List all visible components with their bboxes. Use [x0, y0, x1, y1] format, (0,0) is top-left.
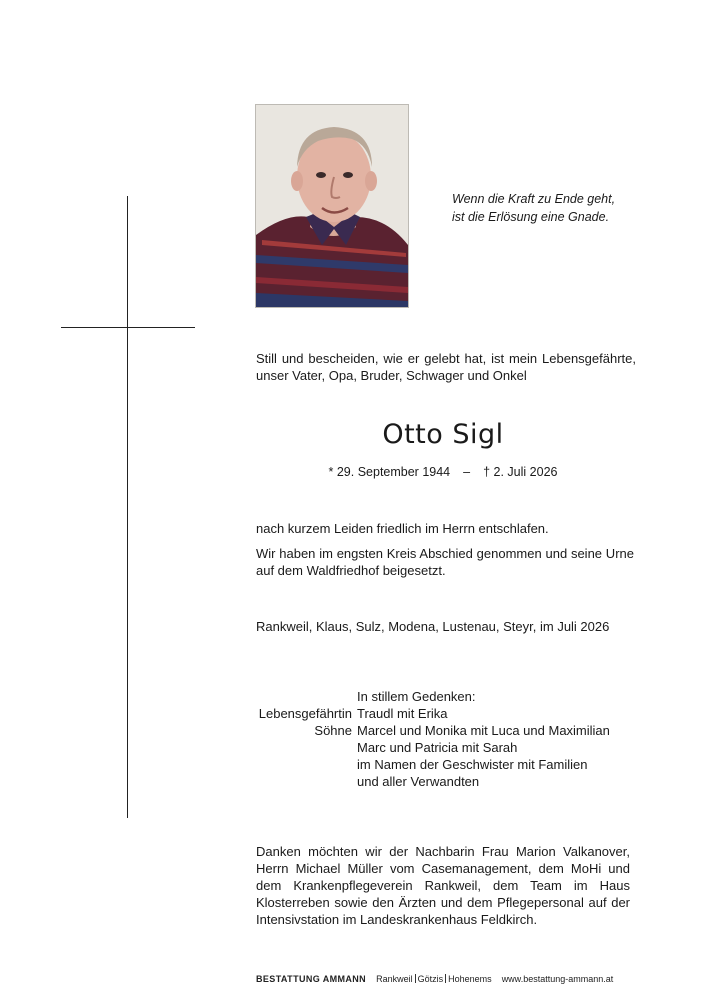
places-date-line: Rankweil, Klaus, Sulz, Modena, Lustenau, Steyr, im Juli 2026 [256, 619, 610, 634]
footer-website: www.bestattung-ammann.at [501, 974, 614, 984]
footer-location-3: Hohenems [448, 974, 492, 984]
mourner-relation: Söhne [314, 723, 352, 738]
mourners-list [256, 705, 610, 790]
passing-text: nach kurzem Leiden friedlich im Herrn entschlafen. [256, 521, 549, 536]
life-dates [256, 465, 630, 479]
cross-horizontal-line [61, 327, 195, 328]
footer-location-2: Götzis [417, 974, 444, 984]
mourner-relation: Lebensgefährtin [258, 706, 352, 721]
burial-text: Wir haben im engsten Kreis Abschied genommen und seine Urne auf dem Waldfriedhof beigesetzt. [256, 546, 634, 578]
mourner-row [256, 722, 610, 739]
mourner-row [256, 773, 610, 790]
quote-line-2: ist die Erlösung eine Gnade. [452, 210, 610, 224]
mourner-names: und aller Verwandten [357, 774, 480, 789]
cross-vertical-line [127, 196, 128, 818]
footer-divider [445, 974, 446, 983]
mourner-names: Marc und Patricia mit Sarah [357, 740, 518, 755]
memorial-quote [452, 190, 682, 226]
death-date: † 2. Juli 2026 [483, 465, 558, 479]
mourner-row [256, 756, 610, 773]
deceased-name: Otto Sigl [382, 419, 504, 450]
birth-date: * 29. September 1944 [328, 465, 451, 479]
mourner-names: Traudl mit Erika [357, 706, 448, 721]
mourner-row [256, 739, 610, 756]
mourner-relation [256, 773, 357, 790]
footer-imprint [256, 974, 613, 984]
mourner-relation [256, 739, 357, 756]
mourner-row [256, 705, 610, 722]
mourner-names: Marcel und Monika mit Luca und Maximilian [357, 723, 610, 738]
footer-divider [415, 974, 416, 983]
footer-brand-part2: AMMANN [322, 974, 367, 984]
footer-brand-part1: BESTATTUNG [256, 974, 321, 984]
quote-line-1: Wenn die Kraft zu Ende geht, [452, 192, 616, 206]
intro-text: Still und bescheiden, wie er gelebt hat, ist mein Lebensgefährte, unser Vater, Opa, Bruder, Schwager und Onkel [256, 351, 636, 383]
portrait-photo [255, 104, 409, 308]
mourners-heading: In stillem Gedenken: [357, 689, 476, 704]
date-separator: – [463, 465, 471, 479]
mourner-relation [256, 756, 357, 773]
mourner-names: im Namen der Geschwister mit Familien [357, 757, 588, 772]
footer-location-1: Rankweil [376, 974, 413, 984]
thanks-paragraph: Danken möchten wir der Nachbarin Frau Marion Valkanover, Herrn Michael Müller vom Casemanagement, dem MoHi und dem Krankenpflegeverein Rankweil, dem Team im Haus Klosterreben sowie den Ärzten und dem Pflegepersonal auf der Intensivstation im Landeskrankenhaus Feldkirch. [256, 844, 630, 927]
